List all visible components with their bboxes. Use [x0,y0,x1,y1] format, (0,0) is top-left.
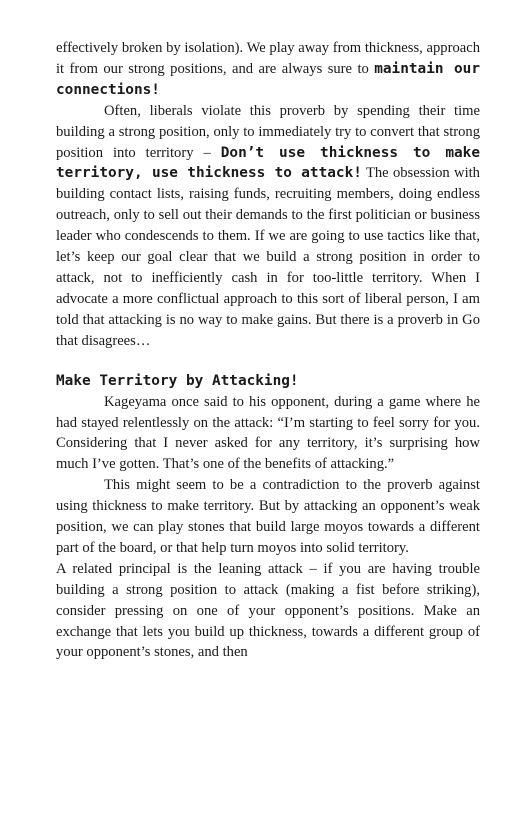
paragraph-2-text-b: The obsession with building contact lists, raising funds, recruiting members, doing endless outreach, only to sell out their demands to the first politician or business leader who condescends to them. If we are going to use tactics like that, let’s keep our goal clear that we build a strong position in order to attack, not to inefficiently cash in for too-little territory. When I advocate a more conflictual approach to this sort of liberal person, I am told that attacking is no way to make gains. But there is a proverb in Go that disagrees… [56,165,480,349]
paragraph-1 [56,38,480,101]
paragraph-4: This might seem to be a contradiction to the proverb against using thickness to make territory. But by attacking an opponent’s weak position, we can play stones that build large moyos towards a different part of the board, or that help turn moyos into solid territory. [56,477,480,556]
paragraph-1-emphasis: maintain our connections! [56,60,480,98]
paragraph-2-emphasis: Don’t use thickness to make territory, use thickness to attack! [56,144,480,182]
paragraph-3: Kageyama once said to his opponent, during a game where he had stayed relentlessly on the attack: “I’m starting to feel sorry for you. Considering that I never asked for any territory, it’s surprising how much I’ve gotten. That’s one of the benefits of attacking.” [56,393,480,473]
paragraph-2-text-a: Often, liberals violate this proverb by spending their time building a strong position, only to immediately try to convert that strong position into territory – [56,102,480,161]
section-heading: Make Territory by Attacking! [56,372,299,389]
paragraph-2 [56,101,480,352]
paragraph-5: A related principal is the leaning attack – if you are having trouble building a strong position to attack (making a fist before striking), consider pressing on one of your opponent’s positions. Make an exchange that lets you build up thickness, towards a different group of your opponent’s stones, and then [56,560,480,661]
text-column [56,38,480,663]
paragraph-1-text: effectively broken by isolation). We play away from thickness, approach it from our strong positions, and are always sure to [56,40,480,77]
